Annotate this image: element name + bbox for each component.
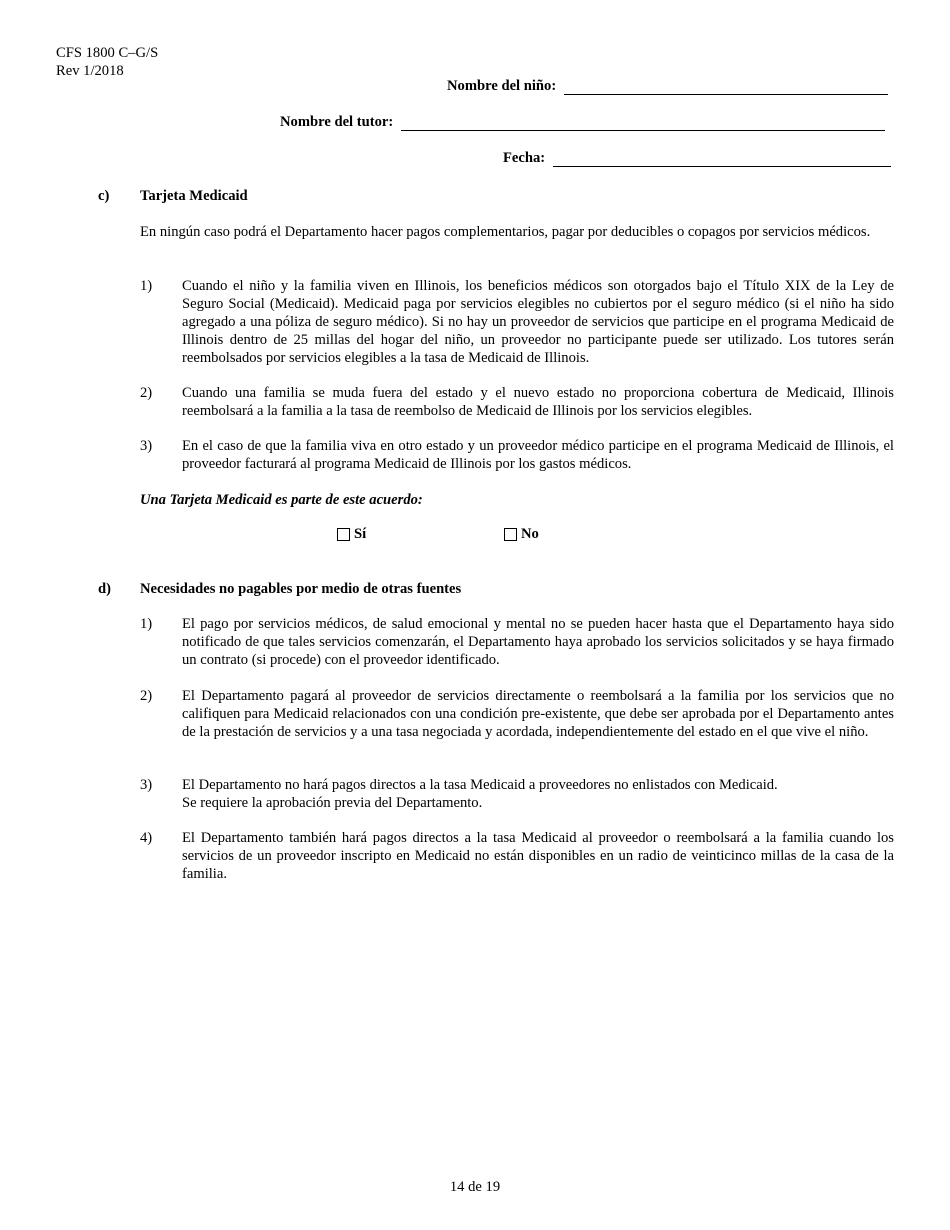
section-d-title: Necesidades no pagables por medio de otras fuentes xyxy=(140,581,462,597)
item-number: 1) xyxy=(140,616,153,632)
form-number: CFS 1800 C–G/S xyxy=(56,45,159,61)
yes-option[interactable] xyxy=(337,526,366,543)
yes-checkbox[interactable] xyxy=(337,528,350,541)
date-input-line[interactable] xyxy=(553,152,891,167)
guardian-name-field xyxy=(280,114,885,131)
item-number: 2) xyxy=(140,688,153,704)
no-checkbox[interactable] xyxy=(504,528,517,541)
section-c-intro: En ningún caso podrá el Departamento hacer pagos complementarios, pagar por deducibles o copagos por servicios médicos. xyxy=(140,224,871,240)
item-text: Cuando el niño y la familia viven en Illinois, los beneficios médicos son otorgados bajo el Título XIX de la Ley de Seguro Social (Medicaid). Medicaid paga por servicios elegibles no cubiertos por el seguro médico (si el niño ha sido agregado a una póliza de seguro médico). Si no hay un proveedor de servicios que participe en el programa Medicaid de Illinois dentro de 25 millas del hogar del niño, un proveedor no participante puede ser utilizado. Los tutores serán reembolsados por servicios elegibles a la tasa de Medicaid de Illinois. xyxy=(182,278,894,366)
page-number: 14 de 19 xyxy=(449,1179,501,1195)
section-c-letter: c) xyxy=(98,188,110,204)
item-text: El Departamento pagará al proveedor de servicios directamente o reembolsará a la familia por los servicios que no califiquen para Medicaid relacionados con una condición pre-existente, que debe ser aprobada por el Departamento antes de la prestación de servicios y a una tasa negociada y acordada, independientemente del estado en el que vive el niño. xyxy=(182,688,894,740)
guardian-name-input-line[interactable] xyxy=(401,116,885,131)
list-item xyxy=(140,277,894,367)
child-name-field xyxy=(447,78,888,95)
form-identifier xyxy=(56,44,158,80)
section-c-title: Tarjeta Medicaid xyxy=(140,188,248,204)
date-field xyxy=(503,150,891,167)
section-d-heading xyxy=(98,581,461,598)
section-c-heading xyxy=(98,188,248,205)
item-number: 2) xyxy=(140,385,153,401)
form-revision: Rev 1/2018 xyxy=(56,63,124,79)
child-name-input-line[interactable] xyxy=(564,80,888,95)
date-label: Fecha: xyxy=(503,150,546,166)
item-text: El Departamento también hará pagos directos a la tasa Medicaid al proveedor o reembolsará a la familia cuando los servicios de un proveedor inscripto en Medicaid no están disponibles en un radio de veinticinco millas de la casa de la familia. xyxy=(182,830,894,882)
list-item xyxy=(140,776,894,812)
section-d-letter: d) xyxy=(98,581,111,597)
yes-label: Sí xyxy=(354,526,367,542)
item-number: 3) xyxy=(140,777,153,793)
list-item xyxy=(140,384,894,420)
list-item xyxy=(140,687,894,741)
item-text: El pago por servicios médicos, de salud emocional y mental no se pueden hacer hasta que el Departamento haya sido notificado de que tales servicios comenzarán, el Departamento haya aprobado los servicios solicitados y se haya firmado un contrato (si procede) con el proveedor identificado. xyxy=(182,616,894,668)
item-number: 3) xyxy=(140,438,153,454)
list-item xyxy=(140,437,894,473)
no-label: No xyxy=(521,526,539,542)
item-text: Cuando una familia se muda fuera del estado y el nuevo estado no proporciona cobertura de Medicaid, Illinois reembolsará a la familia a la tasa de reembolso de Medicaid de Illinois por los servicios elegibles. xyxy=(182,385,894,419)
list-item xyxy=(140,615,894,669)
item-text xyxy=(182,776,894,812)
medicaid-agreement-note: Una Tarjeta Medicaid es parte de este acuerdo: xyxy=(140,492,423,508)
item-number: 1) xyxy=(140,278,153,294)
child-name-label: Nombre del niño: xyxy=(447,78,557,94)
guardian-name-label: Nombre del tutor: xyxy=(280,114,394,130)
list-item xyxy=(140,829,894,883)
item-text: En el caso de que la familia viva en otro estado y un proveedor médico participe en el programa Medicaid de Illinois, el proveedor facturará al programa Medicaid de Illinois por los gastos médicos. xyxy=(182,438,894,472)
item-text-line-2: Se requiere la aprobación previa del Departamento. xyxy=(182,795,483,811)
item-number: 4) xyxy=(140,830,153,846)
item-text-line-1: El Departamento no hará pagos directos a la tasa Medicaid a proveedores no enlistados con Medicaid. xyxy=(182,777,778,793)
no-option[interactable] xyxy=(504,526,539,543)
